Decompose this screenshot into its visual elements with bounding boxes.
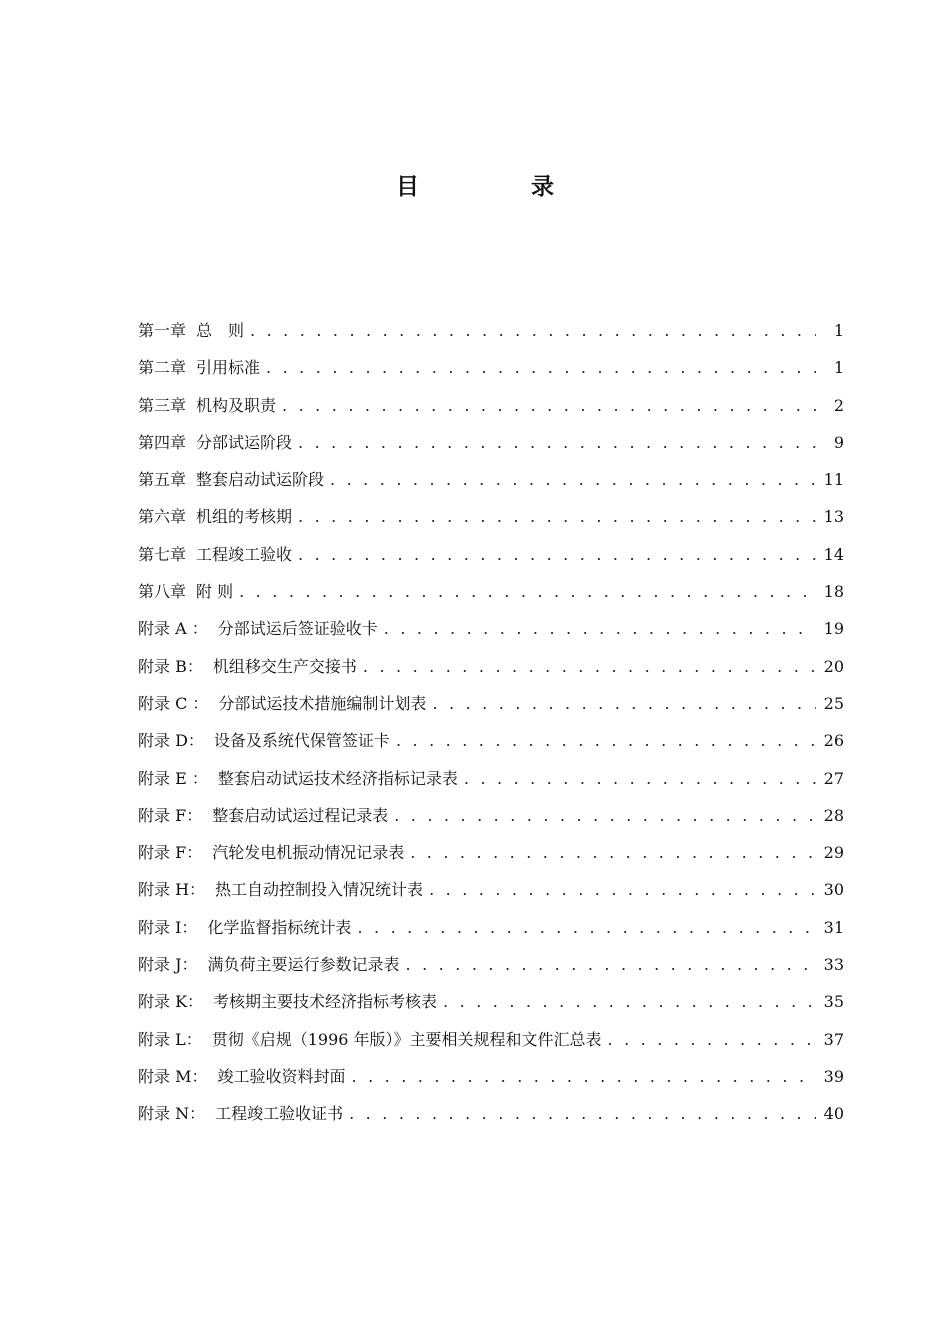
toc-entry[interactable]: [138, 875, 844, 912]
toc-entry-page: 13: [823, 507, 844, 527]
toc-entry-label: 第三章: [138, 395, 187, 415]
toc-entry-page: 1: [833, 321, 844, 340]
toc-entry[interactable]: [138, 726, 844, 763]
toc-entry-label: 第四章: [138, 432, 187, 452]
toc-entry-title: 机组的考核期: [196, 507, 293, 527]
toc-entry-page: 31: [823, 917, 844, 937]
toc-entry-label: 附录 J：: [138, 955, 198, 975]
toc-entry-label: 附录 E ：: [138, 768, 208, 788]
toc-entry-page: 2: [833, 395, 844, 415]
toc-entry-label: 附录 I：: [138, 917, 198, 937]
toc-entry[interactable]: [138, 913, 844, 950]
toc-entry-page: 30: [823, 880, 844, 900]
toc-dot-leader: [363, 652, 816, 682]
toc-dot-leader: [394, 801, 816, 831]
toc-entry[interactable]: [138, 465, 844, 502]
toc-entry[interactable]: [138, 950, 844, 987]
toc-entry-title: 分部试运后签证验收卡: [217, 619, 378, 639]
toc-entry-title: 引用标准: [196, 358, 261, 378]
toc-entry-label: 第七章: [138, 544, 187, 564]
toc-entry-label: 附录 H：: [138, 880, 206, 900]
toc-entry-title: 贯彻《启规（1996 年版）》主要相关规程和文件汇总表: [211, 1029, 602, 1049]
table-of-contents: [138, 316, 844, 1137]
toc-entry-title: 总 则: [196, 321, 245, 340]
toc-entry-label: 附录 N：: [138, 1104, 206, 1124]
toc-entry-title: 机构及职责: [196, 395, 277, 415]
toc-entry[interactable]: [138, 1025, 844, 1062]
toc-entry-title: 设备及系统代保管签证卡: [213, 731, 390, 751]
toc-entry-label: 附录 D：: [138, 731, 204, 751]
toc-entry-title: 汽轮发电机振动情况记录表: [212, 843, 405, 863]
toc-entry-page: 29: [823, 843, 844, 863]
toc-entry-page: 14: [823, 544, 844, 564]
toc-entry-title: 工程竣工验收证书: [215, 1104, 344, 1124]
toc-entry[interactable]: [138, 540, 844, 577]
toc-dot-leader: [352, 1062, 817, 1092]
toc-dot-leader: [357, 913, 816, 943]
toc-entry-page: 9: [833, 432, 844, 452]
toc-dot-leader: [298, 540, 816, 570]
toc-entry-label: 第八章: [138, 582, 187, 602]
toc-entry-label: 第二章: [138, 358, 187, 378]
toc-entry-page: 25: [823, 693, 844, 713]
toc-dot-leader: [608, 1025, 816, 1055]
toc-dot-leader: [429, 875, 816, 905]
toc-dot-leader: [464, 764, 816, 794]
toc-entry-title: 整套启动试运阶段: [196, 470, 325, 490]
toc-entry-page: 26: [823, 731, 844, 751]
toc-entry[interactable]: [138, 764, 844, 801]
toc-entry[interactable]: [138, 1062, 844, 1099]
toc-entry[interactable]: [138, 428, 844, 465]
toc-entry-page: 11: [823, 470, 844, 490]
toc-entry[interactable]: [138, 987, 844, 1024]
toc-entry-page: 37: [823, 1029, 844, 1049]
toc-entry-label: 第五章: [138, 470, 187, 490]
toc-entry[interactable]: [138, 614, 844, 651]
toc-entry[interactable]: [138, 1099, 844, 1136]
toc-dot-leader: [406, 950, 816, 980]
toc-dot-leader: [239, 577, 816, 607]
toc-entry-page: 20: [823, 656, 844, 676]
toc-entry-label: 附录 K：: [138, 992, 204, 1012]
toc-dot-leader: [443, 987, 816, 1017]
toc-dot-leader: [432, 689, 816, 719]
toc-dot-leader: [349, 1099, 816, 1129]
toc-entry-title: 热工自动控制投入情况统计表: [215, 880, 424, 900]
toc-entry-label: 附录 C ：: [138, 693, 209, 713]
toc-entry-label: 附录 A ：: [138, 619, 208, 639]
toc-dot-leader: [282, 391, 816, 421]
toc-dot-leader: [384, 614, 816, 644]
toc-entry-title: 工程竣工验收: [196, 544, 293, 564]
toc-dot-leader: [410, 838, 816, 868]
toc-entry-title: 整套启动试运过程记录表: [212, 805, 389, 825]
toc-entry-label: 附录 M：: [138, 1066, 208, 1086]
toc-entry[interactable]: [138, 652, 844, 689]
toc-entry-page: 28: [823, 805, 844, 825]
toc-entry-page: 18: [823, 582, 844, 602]
toc-entry-title: 考核期主要技术经济指标考核表: [213, 992, 438, 1012]
toc-entry-page: 39: [823, 1066, 844, 1086]
toc-dot-leader: [396, 726, 816, 756]
toc-entry[interactable]: [138, 838, 844, 875]
toc-dot-leader: [250, 316, 816, 346]
toc-entry-title: 满负荷主要运行参数记录表: [207, 955, 400, 975]
toc-dot-leader: [298, 428, 816, 458]
toc-entry-label: 第一章: [138, 321, 187, 340]
toc-entry[interactable]: [138, 391, 844, 428]
toc-dot-leader: [266, 353, 816, 383]
toc-entry[interactable]: [138, 689, 844, 726]
toc-entry-title: 附 则: [196, 582, 234, 602]
toc-entry[interactable]: [138, 316, 844, 353]
toc-entry-title: 分部试运技术措施编制计划表: [218, 693, 427, 713]
toc-entry-page: 35: [823, 992, 844, 1012]
toc-entry-title: 机组移交生产交接书: [212, 656, 357, 676]
toc-entry[interactable]: [138, 502, 844, 539]
toc-entry-label: 附录 F：: [138, 805, 203, 825]
toc-entry-title: 化学监督指标统计表: [207, 917, 352, 937]
toc-entry-title: 竣工验收资料封面: [217, 1066, 346, 1086]
toc-entry-page: 33: [823, 955, 844, 975]
toc-dot-leader: [298, 502, 816, 532]
toc-entry-page: 1: [833, 358, 844, 378]
toc-entry-title: 分部试运阶段: [196, 432, 293, 452]
page-title: 目 录: [395, 174, 606, 200]
toc-entry-page: 40: [823, 1104, 844, 1124]
toc-entry-page: 27: [823, 768, 844, 788]
toc-entry-page: 19: [823, 619, 844, 639]
toc-entry-label: 附录 F：: [138, 843, 203, 863]
toc-entry[interactable]: [138, 353, 844, 390]
toc-dot-leader: [330, 465, 816, 495]
toc-entry-label: 附录 L：: [138, 1029, 202, 1049]
toc-entry[interactable]: [138, 577, 844, 614]
toc-entry-title: 整套启动试运技术经济指标记录表: [217, 768, 458, 788]
toc-entry-label: 附录 B：: [138, 656, 203, 676]
toc-entry[interactable]: [138, 801, 844, 838]
toc-entry-label: 第六章: [138, 507, 187, 527]
